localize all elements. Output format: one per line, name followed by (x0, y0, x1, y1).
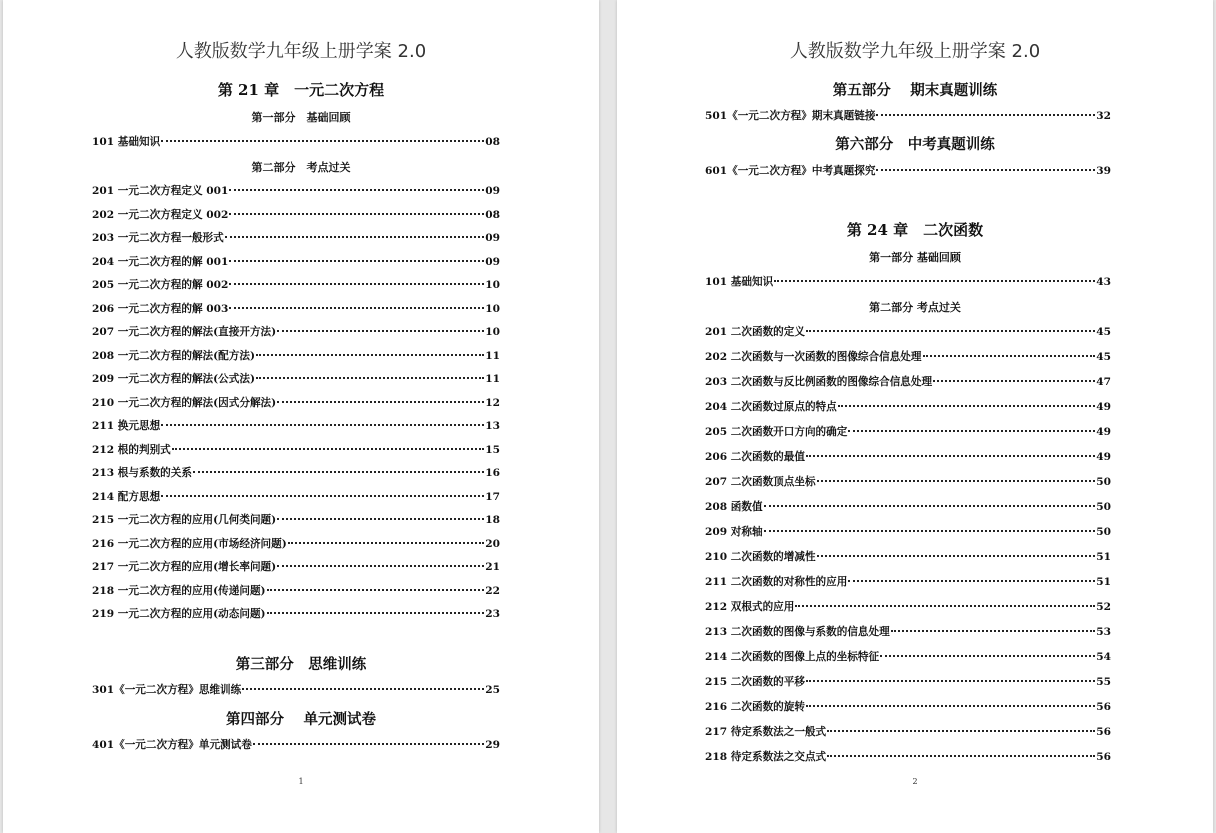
document-page-2 (617, 0, 1213, 833)
dot-leader (277, 518, 484, 520)
toc-entry-label: 206 二次函数的最值 (705, 451, 805, 463)
dot-leader (817, 480, 1096, 482)
toc-entry-page: 45 (1096, 351, 1111, 363)
dot-leader (891, 630, 1096, 632)
toc-entry-label: 209 一元二次方程的解法(公式法) (92, 373, 255, 385)
dot-leader (277, 401, 484, 403)
section-heading: 第二部分 考点过关 (251, 161, 351, 174)
toc-entry-page: 43 (1096, 276, 1111, 288)
toc-entry (92, 442, 500, 456)
toc-entry-label: 207 一元二次方程的解法(直接开方法) (92, 326, 277, 338)
toc-entry (705, 399, 1111, 413)
dot-leader (764, 505, 1096, 507)
toc-entry-page: 49 (1096, 426, 1111, 438)
part-heading: 第四部分 单元测试卷 (225, 711, 377, 728)
toc-entry-page: 50 (1096, 526, 1111, 538)
toc-entry (705, 108, 1111, 122)
toc-entry (92, 559, 500, 573)
toc-entry (705, 349, 1111, 363)
dot-leader (277, 565, 484, 567)
toc-entry-label: 210 一元二次方程的解法(因式分解法) (92, 396, 277, 409)
toc-entry (92, 737, 500, 751)
part-heading: 第五部分 期末真题训练 (832, 82, 998, 99)
toc-entry (705, 524, 1111, 538)
toc-entry (705, 499, 1111, 513)
toc-entry (705, 274, 1111, 288)
toc-entry-label: 201 一元二次方程定义 001 (92, 185, 229, 197)
toc-entry (705, 649, 1111, 663)
doc-header: 人教版数学九年级上册学案 2.0 (175, 41, 427, 62)
toc-entry (92, 348, 500, 362)
toc-entry (92, 682, 500, 696)
toc-entry (705, 549, 1111, 563)
toc-entry-label: 203 二次函数与反比例函数的图像综合信息处理 (705, 376, 933, 388)
toc-entry-label: 203 一元二次方程一般形式 (92, 232, 224, 244)
toc-entry-label: 218 待定系数法之交点式 (705, 751, 827, 763)
toc-entry-page: 20 (485, 537, 500, 550)
dot-leader (876, 114, 1095, 116)
toc-entry-page: 08 (485, 208, 500, 221)
toc-entry-page: 15 (485, 443, 500, 456)
dot-leader (827, 730, 1095, 732)
toc-entry-page: 45 (1096, 326, 1111, 338)
toc-entry-page: 10 (485, 302, 500, 315)
toc-entry (92, 512, 500, 526)
toc-entry-page: 09 (485, 232, 500, 244)
toc-entry-label: 211 换元思想 (92, 420, 161, 432)
toc-entry-label: 217 待定系数法之一般式 (705, 726, 827, 738)
toc-entry (92, 134, 500, 148)
dot-leader (256, 377, 484, 379)
toc-entry (92, 230, 500, 244)
toc-entry-label: 213 根与系数的关系 (92, 467, 192, 479)
toc-entry-label: 212 根的判别式 (92, 443, 171, 456)
toc-entry (92, 301, 500, 315)
dot-leader (806, 680, 1095, 682)
toc-entry-label: 208 函数值 (705, 501, 763, 513)
toc-entry-page: 08 (485, 136, 500, 148)
toc-entry-page: 09 (485, 185, 500, 197)
dot-leader (225, 236, 485, 238)
toc-entry-label: 219 一元二次方程的应用(动态问题) (92, 608, 266, 620)
section-heading: 第一部分 基础回顾 (869, 251, 961, 264)
toc-entry-label: 202 一元二次方程定义 002 (92, 208, 229, 221)
dot-leader (229, 213, 484, 215)
toc-entry-page: 52 (1096, 601, 1111, 613)
dot-leader (229, 307, 484, 309)
document-page-1 (3, 0, 599, 833)
toc-entry-page: 49 (1096, 401, 1111, 413)
dot-leader (267, 612, 485, 614)
dot-leader (172, 448, 484, 450)
dot-leader (774, 280, 1095, 282)
dot-leader (242, 688, 484, 690)
dot-leader (256, 354, 484, 356)
toc-entry-page: 56 (1096, 701, 1111, 713)
toc-entry-page: 29 (485, 739, 500, 751)
toc-entry-page: 23 (485, 608, 500, 620)
toc-entry-page: 39 (1096, 165, 1111, 177)
toc-entry (705, 599, 1111, 613)
toc-entry (92, 395, 500, 409)
dot-leader (161, 140, 484, 142)
toc-entry-label: 202 二次函数与一次函数的图像综合信息处理 (705, 351, 922, 363)
toc-entry-page: 53 (1096, 626, 1111, 638)
toc-entry-page: 21 (485, 561, 500, 573)
section-heading: 第二部分 考点过关 (869, 301, 961, 314)
dot-leader (253, 743, 484, 745)
toc-entry-label: 205 二次函数开口方向的确定 (705, 426, 848, 438)
dot-leader (277, 330, 484, 332)
section-heading: 第一部分 基础回顾 (251, 111, 351, 124)
toc-entry (92, 583, 500, 597)
toc-entry-label: 217 一元二次方程的应用(增长率问题) (92, 561, 277, 573)
dot-leader (827, 755, 1095, 757)
toc-entry-label: 101 基础知识 (92, 136, 161, 148)
toc-entry (92, 465, 500, 479)
toc-entry-page: 32 (1096, 110, 1111, 122)
doc-header: 人教版数学九年级上册学案 2.0 (789, 41, 1041, 62)
dot-leader (848, 580, 1095, 582)
toc-entry-label: 216 一元二次方程的应用(市场经济问题) (92, 537, 287, 550)
toc-entry-label: 205 一元二次方程的解 002 (92, 279, 229, 291)
dot-leader (876, 169, 1095, 171)
toc-entry-label: 204 二次函数过原点的特点 (705, 401, 837, 413)
chapter-title: 第 21 章 一元二次方程 (217, 81, 385, 99)
page-number: 2 (912, 777, 918, 786)
dot-leader (288, 542, 485, 544)
toc-entry (705, 374, 1111, 388)
dot-leader (848, 430, 1095, 432)
toc-entry (92, 207, 500, 221)
toc-entry (92, 489, 500, 503)
toc-entry-label: 210 二次函数的增减性 (705, 551, 816, 563)
toc-entry (705, 324, 1111, 338)
toc-entry (92, 371, 500, 385)
dot-leader (806, 330, 1095, 332)
dot-leader (817, 555, 1096, 557)
dot-leader (933, 380, 1095, 382)
dot-leader (764, 530, 1096, 532)
toc-entry-page: 56 (1096, 751, 1111, 763)
toc-entry-page: 55 (1096, 676, 1111, 688)
part-heading: 第六部分 中考真题训练 (835, 136, 995, 153)
toc-entry-page: 11 (485, 349, 500, 362)
dot-leader (193, 471, 484, 473)
toc-entry (705, 724, 1111, 738)
toc-entry (705, 749, 1111, 763)
toc-entry (92, 536, 500, 550)
dot-leader (795, 605, 1095, 607)
toc-entry-label: 208 一元二次方程的解法(配方法) (92, 349, 255, 362)
toc-entry (705, 449, 1111, 463)
toc-entry-page: 11 (485, 373, 500, 385)
dot-leader (229, 189, 484, 191)
toc-entry-page: 22 (485, 584, 500, 597)
dot-leader (806, 455, 1095, 457)
dot-leader (229, 283, 484, 285)
toc-entry (92, 254, 500, 268)
toc-entry-label: 207 二次函数顶点坐标 (705, 476, 816, 488)
toc-entry-page: 50 (1096, 501, 1111, 513)
dot-leader (229, 260, 484, 262)
toc-entry-page: 09 (485, 255, 500, 268)
toc-entry (92, 418, 500, 432)
toc-entry-label: 213 二次函数的图像与系数的信息处理 (705, 626, 890, 638)
toc-entry-label: 201 二次函数的定义 (705, 326, 805, 338)
toc-entry-label: 501《一元二次方程》期末真题链接 (705, 110, 876, 122)
toc-entry-label: 211 二次函数的对称性的应用 (705, 576, 848, 588)
page-number: 1 (298, 777, 304, 786)
toc-entry (705, 474, 1111, 488)
toc-entry (92, 324, 500, 338)
toc-entry (705, 574, 1111, 588)
toc-entry-label: 214 配方思想 (92, 490, 161, 503)
toc-entry (705, 424, 1111, 438)
chapter-title: 第 24 章 二次函数 (846, 221, 984, 239)
toc-entry-page: 54 (1096, 651, 1111, 663)
toc-entry (705, 163, 1111, 177)
toc-entry-page: 51 (1096, 551, 1111, 563)
toc-entry-label: 215 一元二次方程的应用(几何类问题) (92, 514, 277, 526)
toc-entry (92, 606, 500, 620)
dot-leader (267, 589, 485, 591)
dot-leader (923, 355, 1096, 357)
toc-entry (705, 699, 1111, 713)
toc-entry-label: 214 二次函数的图像上点的坐标特征 (705, 651, 880, 663)
toc-entry-label: 301《一元二次方程》思维训练 (92, 684, 242, 696)
toc-entry-page: 10 (485, 326, 500, 338)
toc-entry (705, 674, 1111, 688)
dot-leader (806, 705, 1095, 707)
dot-leader (161, 495, 484, 497)
toc-entry-page: 12 (485, 396, 500, 409)
dot-leader (838, 405, 1096, 407)
toc-entry-label: 206 一元二次方程的解 003 (92, 302, 229, 315)
toc-entry-page: 50 (1096, 476, 1111, 488)
toc-entry-label: 216 二次函数的旋转 (705, 701, 805, 713)
toc-entry-label: 601《一元二次方程》中考真题探究 (705, 165, 876, 177)
toc-entry (92, 183, 500, 197)
toc-entry-label: 209 对称轴 (705, 526, 763, 538)
toc-entry-page: 16 (485, 467, 500, 479)
toc-entry-page: 18 (485, 514, 500, 526)
toc-entry-page: 25 (485, 684, 500, 696)
toc-entry (92, 277, 500, 291)
part-heading: 第三部分 思维训练 (235, 656, 367, 673)
toc-entry-page: 13 (485, 420, 500, 432)
toc-entry-label: 218 一元二次方程的应用(传递问题) (92, 584, 266, 597)
toc-entry-page: 51 (1096, 576, 1111, 588)
dot-leader (161, 424, 484, 426)
toc-entry-label: 401《一元二次方程》单元测试卷 (92, 739, 252, 751)
toc-entry-page: 17 (485, 490, 500, 503)
dot-leader (880, 655, 1095, 657)
toc-entry-page: 10 (485, 279, 500, 291)
toc-entry-page: 56 (1096, 726, 1111, 738)
toc-entry-page: 47 (1096, 376, 1111, 388)
toc-entry-label: 101 基础知识 (705, 276, 774, 288)
toc-entry-label: 212 双根式的应用 (705, 601, 795, 613)
toc-entry-label: 204 一元二次方程的解 001 (92, 255, 229, 268)
toc-entry-page: 49 (1096, 451, 1111, 463)
toc-entry-label: 215 二次函数的平移 (705, 676, 805, 688)
toc-entry (705, 624, 1111, 638)
